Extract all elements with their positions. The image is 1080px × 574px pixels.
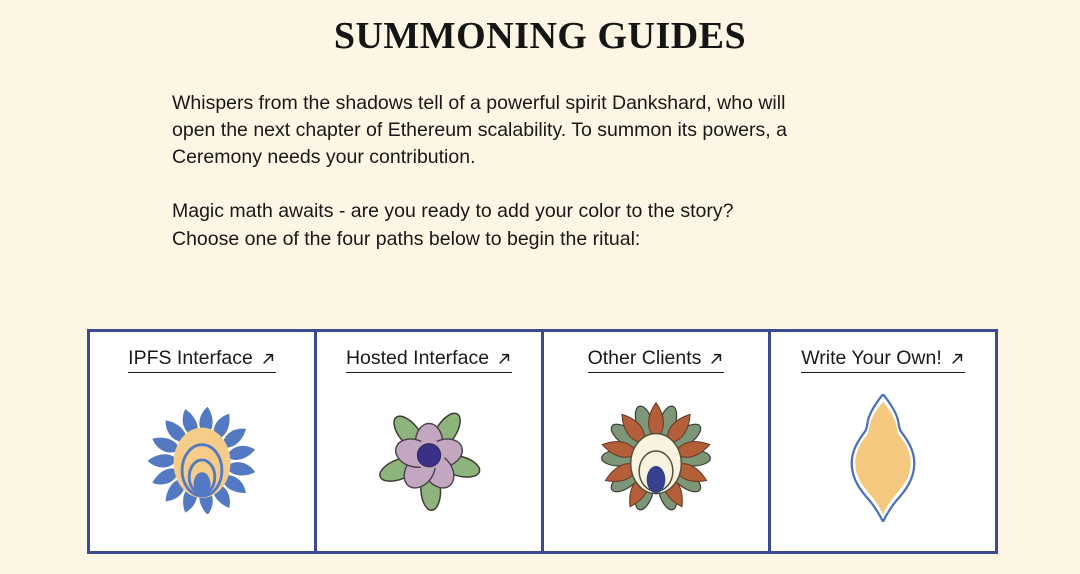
intro-line-3: Ceremony needs your contribution. xyxy=(172,146,476,168)
blue-peacock-flower-icon xyxy=(142,402,262,514)
external-link-arrow-icon xyxy=(949,351,965,367)
external-link-arrow-icon xyxy=(260,351,276,367)
purple-flower-icon xyxy=(370,402,488,514)
gold-cartouche-icon xyxy=(832,394,934,522)
intro-line-2: open the next chapter of Ethereum scalability. To summon its powers, a xyxy=(172,119,787,141)
ipfs-ornament-wrap xyxy=(90,373,314,551)
card-hosted-interface xyxy=(314,332,541,551)
write-your-own-link[interactable] xyxy=(801,347,965,373)
hosted-interface-link-label: Hosted Interface xyxy=(345,347,490,369)
ipfs-interface-link[interactable] xyxy=(128,347,276,373)
card-ipfs-interface xyxy=(90,332,314,551)
guide-cards-row xyxy=(87,329,998,554)
hosted-interface-link[interactable] xyxy=(346,347,512,373)
write-your-own-link-label: Write Your Own! xyxy=(801,347,942,369)
hosted-ornament-wrap xyxy=(317,373,541,551)
prompt-line-2: Choose one of the four paths below to begin the ritual: xyxy=(172,227,641,250)
page-title: SUMMONING GUIDES xyxy=(333,15,747,57)
intro-paragraph xyxy=(172,90,1080,171)
external-link-arrow-icon xyxy=(708,351,724,367)
write-your-own-ornament-wrap xyxy=(771,373,995,551)
other-clients-ornament-wrap xyxy=(544,373,768,551)
prompt-line-1: Magic math awaits - are you ready to add your color to the story? xyxy=(172,200,734,222)
external-link-arrow-icon xyxy=(496,351,512,367)
card-write-your-own xyxy=(768,332,995,551)
card-other-clients xyxy=(541,332,768,551)
other-clients-link[interactable] xyxy=(588,347,725,373)
ipfs-interface-link-label: IPFS Interface xyxy=(128,347,253,369)
rust-peacock-flower-icon xyxy=(592,399,720,517)
other-clients-link-label: Other Clients xyxy=(587,347,702,369)
intro-line-1: Whispers from the shadows tell of a powerful spirit Dankshard, who will xyxy=(172,92,786,114)
prompt-paragraph xyxy=(172,198,1080,253)
